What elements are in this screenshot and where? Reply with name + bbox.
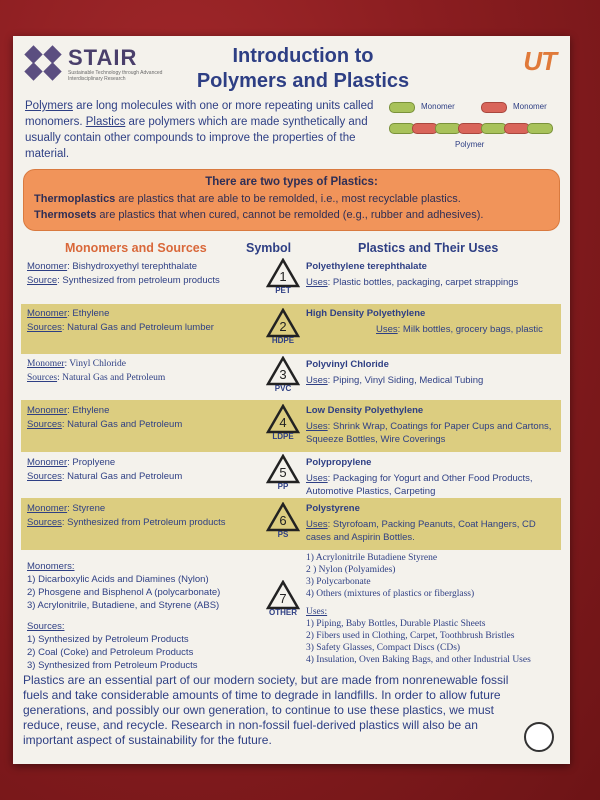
resin-code: HDPE bbox=[271, 336, 295, 345]
recycle-symbol-6 bbox=[264, 502, 302, 539]
other-uses-heading bbox=[306, 606, 564, 618]
other-plastic-item: 4) Others (mixtures of plastics or fiberglass) bbox=[306, 589, 475, 599]
monomer-value: : Vinyl Chloride bbox=[64, 359, 127, 369]
other-use-item: 1) Piping, Baby Bottles, Durable Plastic Sheets bbox=[306, 619, 486, 629]
monomer-line bbox=[27, 358, 126, 371]
university-seal-icon bbox=[524, 722, 554, 752]
plastic-row-4 bbox=[21, 400, 561, 452]
source-label: Sources bbox=[27, 517, 62, 528]
page-title bbox=[193, 44, 413, 94]
column-header-monomers: Monomers and Sources bbox=[65, 241, 207, 255]
plastic-row-7 bbox=[21, 550, 561, 672]
plastic-info bbox=[306, 456, 556, 498]
thermoplastics-desc: are plastics that are able to be remolded, i.e., most recyclable plastics. bbox=[115, 193, 461, 205]
recycle-triangle-icon bbox=[266, 502, 300, 532]
plastic-row-2 bbox=[21, 304, 561, 354]
source-value: : Synthesized from petroleum products bbox=[57, 275, 220, 286]
stair-wordmark: STAIR bbox=[68, 45, 138, 70]
monomer-value: : Styrene bbox=[67, 503, 106, 514]
monomer-value: : Ethylene bbox=[67, 405, 110, 416]
monomers-heading bbox=[27, 560, 257, 573]
recycle-symbol-2 bbox=[264, 308, 302, 345]
recycle-symbol-1 bbox=[264, 258, 302, 295]
other-plastic-item: 1) Acrylonitrile Butadiene Styrene bbox=[306, 553, 438, 563]
plastic-name: Polypropylene bbox=[306, 457, 372, 468]
other-plastics-info bbox=[306, 552, 564, 666]
recycle-triangle-icon bbox=[266, 404, 300, 434]
thermoplastics-term: Thermoplastics bbox=[34, 193, 116, 205]
plastics-term: Plastics bbox=[85, 116, 126, 128]
recycle-triangle-icon bbox=[266, 258, 300, 288]
plastic-info bbox=[306, 307, 556, 336]
recycle-number: 5 bbox=[279, 465, 287, 480]
monomer-label: Monomer bbox=[27, 308, 68, 319]
plastic-name: Polyvinyl Chloride bbox=[306, 359, 389, 370]
recycle-number: 4 bbox=[279, 415, 287, 430]
plastic-name: High Density Polyethylene bbox=[306, 308, 426, 319]
stair-tagline: Sustainable Technology through Advanced Interdisciplinary Research bbox=[68, 70, 163, 82]
source-line bbox=[27, 274, 220, 287]
source-label: Sources bbox=[27, 373, 58, 383]
ut-logo: UT bbox=[523, 46, 556, 76]
recycle-symbol-4 bbox=[264, 404, 302, 441]
source-item: 1) Synthesized by Petroleum Products bbox=[27, 634, 189, 645]
plastic-info bbox=[306, 502, 556, 544]
source-item: 3) Synthesized from Petroleum Products bbox=[27, 660, 198, 671]
uses-line bbox=[306, 374, 556, 387]
uses-line bbox=[306, 518, 556, 544]
plastic-info bbox=[306, 260, 556, 289]
recycle-triangle-icon bbox=[266, 580, 300, 610]
other-plastic-item: 3) Polycarbonate bbox=[306, 577, 371, 587]
resin-code: PS bbox=[277, 530, 289, 539]
uses-label: Uses bbox=[306, 519, 328, 530]
resin-code: PP bbox=[277, 482, 289, 491]
monomer-label: Monomer bbox=[27, 503, 68, 514]
other-use-item: 4) Insulation, Oven Baking Bags, and other Industrial Uses bbox=[306, 655, 531, 665]
recycle-triangle-icon bbox=[266, 454, 300, 484]
plastic-types-box bbox=[23, 169, 560, 231]
uses-line bbox=[306, 472, 556, 498]
recycle-triangle-icon bbox=[266, 356, 300, 386]
column-header-symbol: Symbol bbox=[246, 241, 292, 255]
recycle-number: 6 bbox=[279, 513, 287, 528]
recycle-symbol-7 bbox=[264, 580, 302, 617]
uses-line bbox=[306, 323, 556, 336]
stair-logo-icon bbox=[23, 44, 63, 82]
recycle-triangle-icon bbox=[266, 308, 300, 338]
plastic-row-1 bbox=[21, 258, 561, 304]
source-value: : Natural Gas and Petroleum bbox=[57, 373, 166, 383]
source-item: 2) Coal (Coke) and Petroleum Products bbox=[27, 647, 194, 658]
recycle-number: 2 bbox=[279, 319, 287, 334]
uses-label: Uses bbox=[306, 421, 328, 432]
resin-code: OTHER bbox=[269, 608, 297, 617]
intro-sentence-2: are polymers which are made synthetically and usually contain other compounds to improve the properties of the material. bbox=[25, 116, 368, 160]
monomer-item: 3) Acrylonitrile, Butadiene, and Styrene (ABS) bbox=[27, 600, 220, 611]
other-monomers bbox=[27, 560, 257, 672]
monomer-value: : Bishydroxyethyl terephthalate bbox=[67, 261, 198, 272]
uses-label: Uses: bbox=[306, 607, 328, 617]
uses-label: Uses bbox=[376, 324, 398, 335]
source-line bbox=[27, 372, 165, 385]
thermosets-term: Thermosets bbox=[34, 209, 97, 221]
source-line bbox=[27, 470, 182, 483]
monomer-label: Monomer bbox=[27, 261, 68, 272]
poster bbox=[13, 36, 570, 764]
uses-value: : Shrink Wrap, Coatings for Paper Cups and Cartons, Squeeze Bottles, Wire Coverings bbox=[306, 421, 552, 445]
recycle-number: 3 bbox=[279, 367, 287, 382]
plastic-types-title: There are two types of Plastics: bbox=[205, 176, 378, 188]
monomer-label-1: Monomer bbox=[421, 102, 455, 111]
red-monomer-icon bbox=[481, 102, 507, 113]
monomer-label: Monomer bbox=[27, 457, 68, 468]
column-header-plastics: Plastics and Their Uses bbox=[358, 241, 499, 255]
source-line bbox=[27, 418, 182, 431]
source-value: : Natural Gas and Petroleum lumber bbox=[61, 322, 214, 333]
plastic-name: Polyethylene terephthalate bbox=[306, 261, 427, 272]
thermosets-desc: are plastics that when cured, cannot be remolded (e.g., rubber and adhesives). bbox=[96, 209, 484, 221]
monomer-line bbox=[27, 307, 109, 320]
other-plastic-item: 2 ) Nylon (Polyamides) bbox=[306, 565, 396, 575]
recycle-number: 1 bbox=[279, 269, 287, 284]
source-label: Source bbox=[27, 275, 58, 286]
monomer-value: : Proplyene bbox=[67, 457, 116, 468]
monomer-line bbox=[27, 502, 105, 515]
polymer-unit-icon bbox=[527, 123, 553, 134]
poster-header bbox=[13, 36, 570, 96]
monomer-label-2: Monomer bbox=[513, 102, 547, 111]
monomer-value: : Ethylene bbox=[67, 308, 110, 319]
plastic-name: Polystyrene bbox=[306, 503, 360, 514]
resin-code: PVC bbox=[274, 384, 292, 393]
resin-code: LDPE bbox=[272, 432, 294, 441]
monomer-line bbox=[27, 456, 115, 469]
source-label: Sources bbox=[27, 419, 62, 430]
resin-code: PET bbox=[275, 286, 291, 295]
uses-line bbox=[306, 420, 556, 446]
source-value: : Synthesized from Petroleum products bbox=[61, 517, 226, 528]
uses-value: : Milk bottles, grocery bags, plastic bbox=[397, 324, 543, 335]
plastic-info bbox=[306, 358, 556, 387]
plastic-row-5 bbox=[21, 452, 561, 498]
uses-value: : Packaging for Yogurt and Other Food Products, Automotive Plastics, Carpeting bbox=[306, 473, 533, 497]
uses-label: Uses bbox=[306, 277, 328, 288]
source-label: Sources bbox=[27, 471, 62, 482]
recycle-symbol-5 bbox=[264, 454, 302, 491]
source-line bbox=[27, 516, 226, 529]
title-line-2: Polymers and Plastics bbox=[196, 70, 410, 92]
source-value: : Natural Gas and Petroleum bbox=[61, 419, 183, 430]
polymer-label: Polymer bbox=[455, 140, 485, 149]
uses-value: : Piping, Vinyl Siding, Medical Tubing bbox=[327, 375, 484, 386]
other-use-item: 3) Safety Glasses, Compact Discs (CDs) bbox=[306, 643, 461, 653]
plastic-name: Low Density Polyethylene bbox=[306, 405, 424, 416]
uses-value: : Plastic bottles, packaging, carpet strappings bbox=[327, 277, 519, 288]
plastic-info bbox=[306, 404, 556, 446]
footer-paragraph: Plastics are an essential part of our modern society, but are made from nonrenewable fossil fuels and take considerable amounts of time to degrade in landfills. In order to allow future generations, and possibly our own generation, to continue to use these plastics, we must reduce, reuse, and recycle. Research in non-fossil fuel-derived plastics will also be an important aspect of sustainability for the future. bbox=[23, 673, 509, 747]
intro-paragraph bbox=[25, 98, 385, 162]
title-line-1: Introduction to bbox=[232, 45, 374, 67]
source-label: Sources bbox=[27, 322, 62, 333]
monomer-item: 2) Phosgene and Bisphenol A (polycarbonate) bbox=[27, 587, 221, 598]
thermosets-line bbox=[34, 209, 554, 221]
monomer-item: 1) Dicarboxylic Acids and Diamines (Nylon) bbox=[27, 574, 209, 585]
monomers-label: Monomers: bbox=[27, 561, 75, 572]
source-line bbox=[27, 321, 217, 334]
recycle-symbol-3 bbox=[264, 356, 302, 393]
monomer-label: Monomer bbox=[27, 359, 65, 369]
intro-sentence-1: are long molecules with one or more repeating units called monomers. bbox=[25, 100, 374, 128]
uses-label: Uses bbox=[306, 375, 328, 386]
sources-label: Sources: bbox=[27, 621, 65, 632]
uses-label: Uses bbox=[306, 473, 328, 484]
source-value: : Natural Gas and Petroleum bbox=[61, 471, 183, 482]
monomer-polymer-legend bbox=[385, 96, 565, 156]
monomer-label: Monomer bbox=[27, 405, 68, 416]
thermoplastics-line bbox=[34, 193, 554, 205]
green-monomer-icon bbox=[389, 102, 415, 113]
recycle-number: 7 bbox=[279, 591, 287, 606]
uses-value: : Styrofoam, Packing Peanuts, Coat Hangers, CD cases and Aspirin Bottles. bbox=[306, 519, 536, 543]
monomer-line bbox=[27, 404, 109, 417]
monomer-line bbox=[27, 260, 197, 273]
polymers-term: Polymers bbox=[25, 100, 73, 112]
uses-line bbox=[306, 276, 556, 289]
sources-heading bbox=[27, 620, 257, 633]
plastic-row-3 bbox=[21, 354, 561, 398]
other-use-item: 2) Fibers used in Clothing, Carpet, Toothbrush Bristles bbox=[306, 631, 515, 641]
plastic-row-6 bbox=[21, 498, 561, 550]
